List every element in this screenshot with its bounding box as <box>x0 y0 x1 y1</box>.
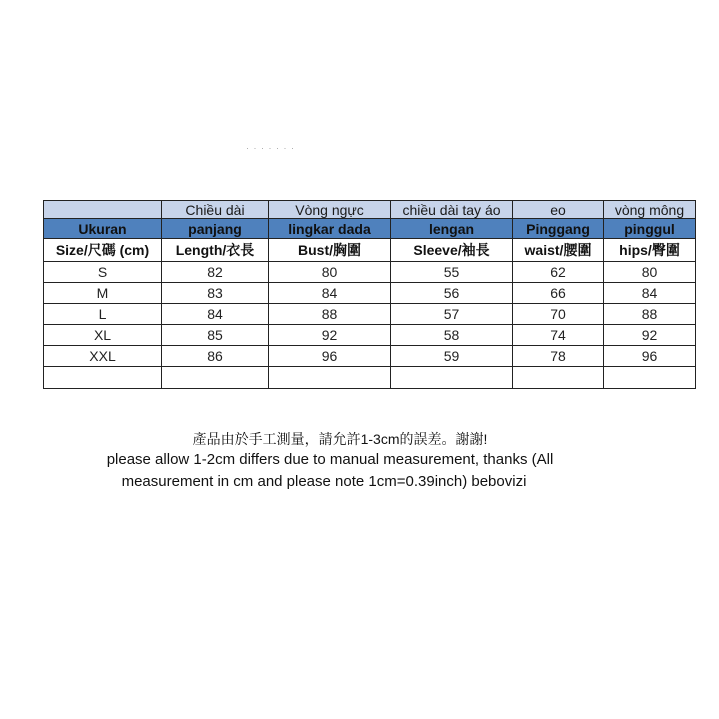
table-cell <box>513 367 604 389</box>
table-cell <box>269 367 391 389</box>
table-cell: 66 <box>513 283 604 304</box>
table-cell: 56 <box>391 283 513 304</box>
table-cell: 92 <box>604 325 696 346</box>
header-cell-id-bust: lingkar dada <box>269 219 391 239</box>
table-cell: 62 <box>513 262 604 283</box>
table-cell: 96 <box>269 346 391 367</box>
table-cell: 96 <box>604 346 696 367</box>
table-cell: M <box>44 283 162 304</box>
table-cell: XL <box>44 325 162 346</box>
header-cell-vn-hips: vòng mông <box>604 201 696 219</box>
table-cell: 88 <box>269 304 391 325</box>
header-cell-waist: waist/腰圍 <box>513 239 604 262</box>
table-cell: 57 <box>391 304 513 325</box>
note-english-line-1: please allow 1-2cm differs due to manual measurement, thanks (All <box>106 451 554 468</box>
table-row <box>44 346 696 367</box>
header-cell-vn-sleeve: chiều dài tay áo <box>391 201 513 219</box>
table-row <box>44 325 696 346</box>
faint-watermark-text: · · · · · · · <box>246 143 295 153</box>
table-cell: 55 <box>391 262 513 283</box>
table-cell <box>44 367 162 389</box>
table-cell: 80 <box>604 262 696 283</box>
header-cell-vn-length: Chiều dài <box>162 201 269 219</box>
header-row-vietnamese <box>44 201 696 219</box>
table-cell: S <box>44 262 162 283</box>
table-cell: 86 <box>162 346 269 367</box>
header-cell-id-size: Ukuran <box>44 219 162 239</box>
table-cell: 80 <box>269 262 391 283</box>
header-row-main <box>44 239 696 262</box>
header-cell-id-hips: pinggul <box>604 219 696 239</box>
table-row <box>44 304 696 325</box>
table-cell: 92 <box>269 325 391 346</box>
table-cell: 85 <box>162 325 269 346</box>
header-cell-hips: hips/臀圍 <box>604 239 696 262</box>
header-cell-id-length: panjang <box>162 219 269 239</box>
table-cell: 70 <box>513 304 604 325</box>
table-cell: 82 <box>162 262 269 283</box>
table-cell: 74 <box>513 325 604 346</box>
header-cell-size: Size/尺碼 (cm) <box>44 239 162 262</box>
table-cell: 58 <box>391 325 513 346</box>
note-english-line-2: measurement in cm and please note 1cm=0.39inch) bebovizi <box>121 473 527 490</box>
table-cell: 78 <box>513 346 604 367</box>
table-cell <box>162 367 269 389</box>
header-row-indonesian <box>44 219 696 239</box>
header-cell-length: Length/衣長 <box>162 239 269 262</box>
table-row-empty <box>44 367 696 389</box>
header-cell-vn-bust: Vòng ngực <box>269 201 391 219</box>
table-cell <box>391 367 513 389</box>
table-cell: 88 <box>604 304 696 325</box>
table-row <box>44 283 696 304</box>
table-cell <box>604 367 696 389</box>
table-cell: 84 <box>162 304 269 325</box>
header-cell-vn-size <box>44 201 162 219</box>
table-row <box>44 262 696 283</box>
table-cell: 84 <box>604 283 696 304</box>
table-cell: 84 <box>269 283 391 304</box>
table-cell: 59 <box>391 346 513 367</box>
header-cell-id-waist: Pinggang <box>513 219 604 239</box>
header-cell-sleeve: Sleeve/袖長 <box>391 239 513 262</box>
size-chart-table <box>43 200 696 389</box>
header-cell-vn-waist: eo <box>513 201 604 219</box>
header-cell-id-sleeve: lengan <box>391 219 513 239</box>
table-cell: L <box>44 304 162 325</box>
table-cell: XXL <box>44 346 162 367</box>
header-cell-bust: Bust/胸圍 <box>269 239 391 262</box>
note-chinese: 產品由於手工測量，請允許1-3cm的誤差。謝謝! <box>192 431 488 447</box>
table-cell: 83 <box>162 283 269 304</box>
